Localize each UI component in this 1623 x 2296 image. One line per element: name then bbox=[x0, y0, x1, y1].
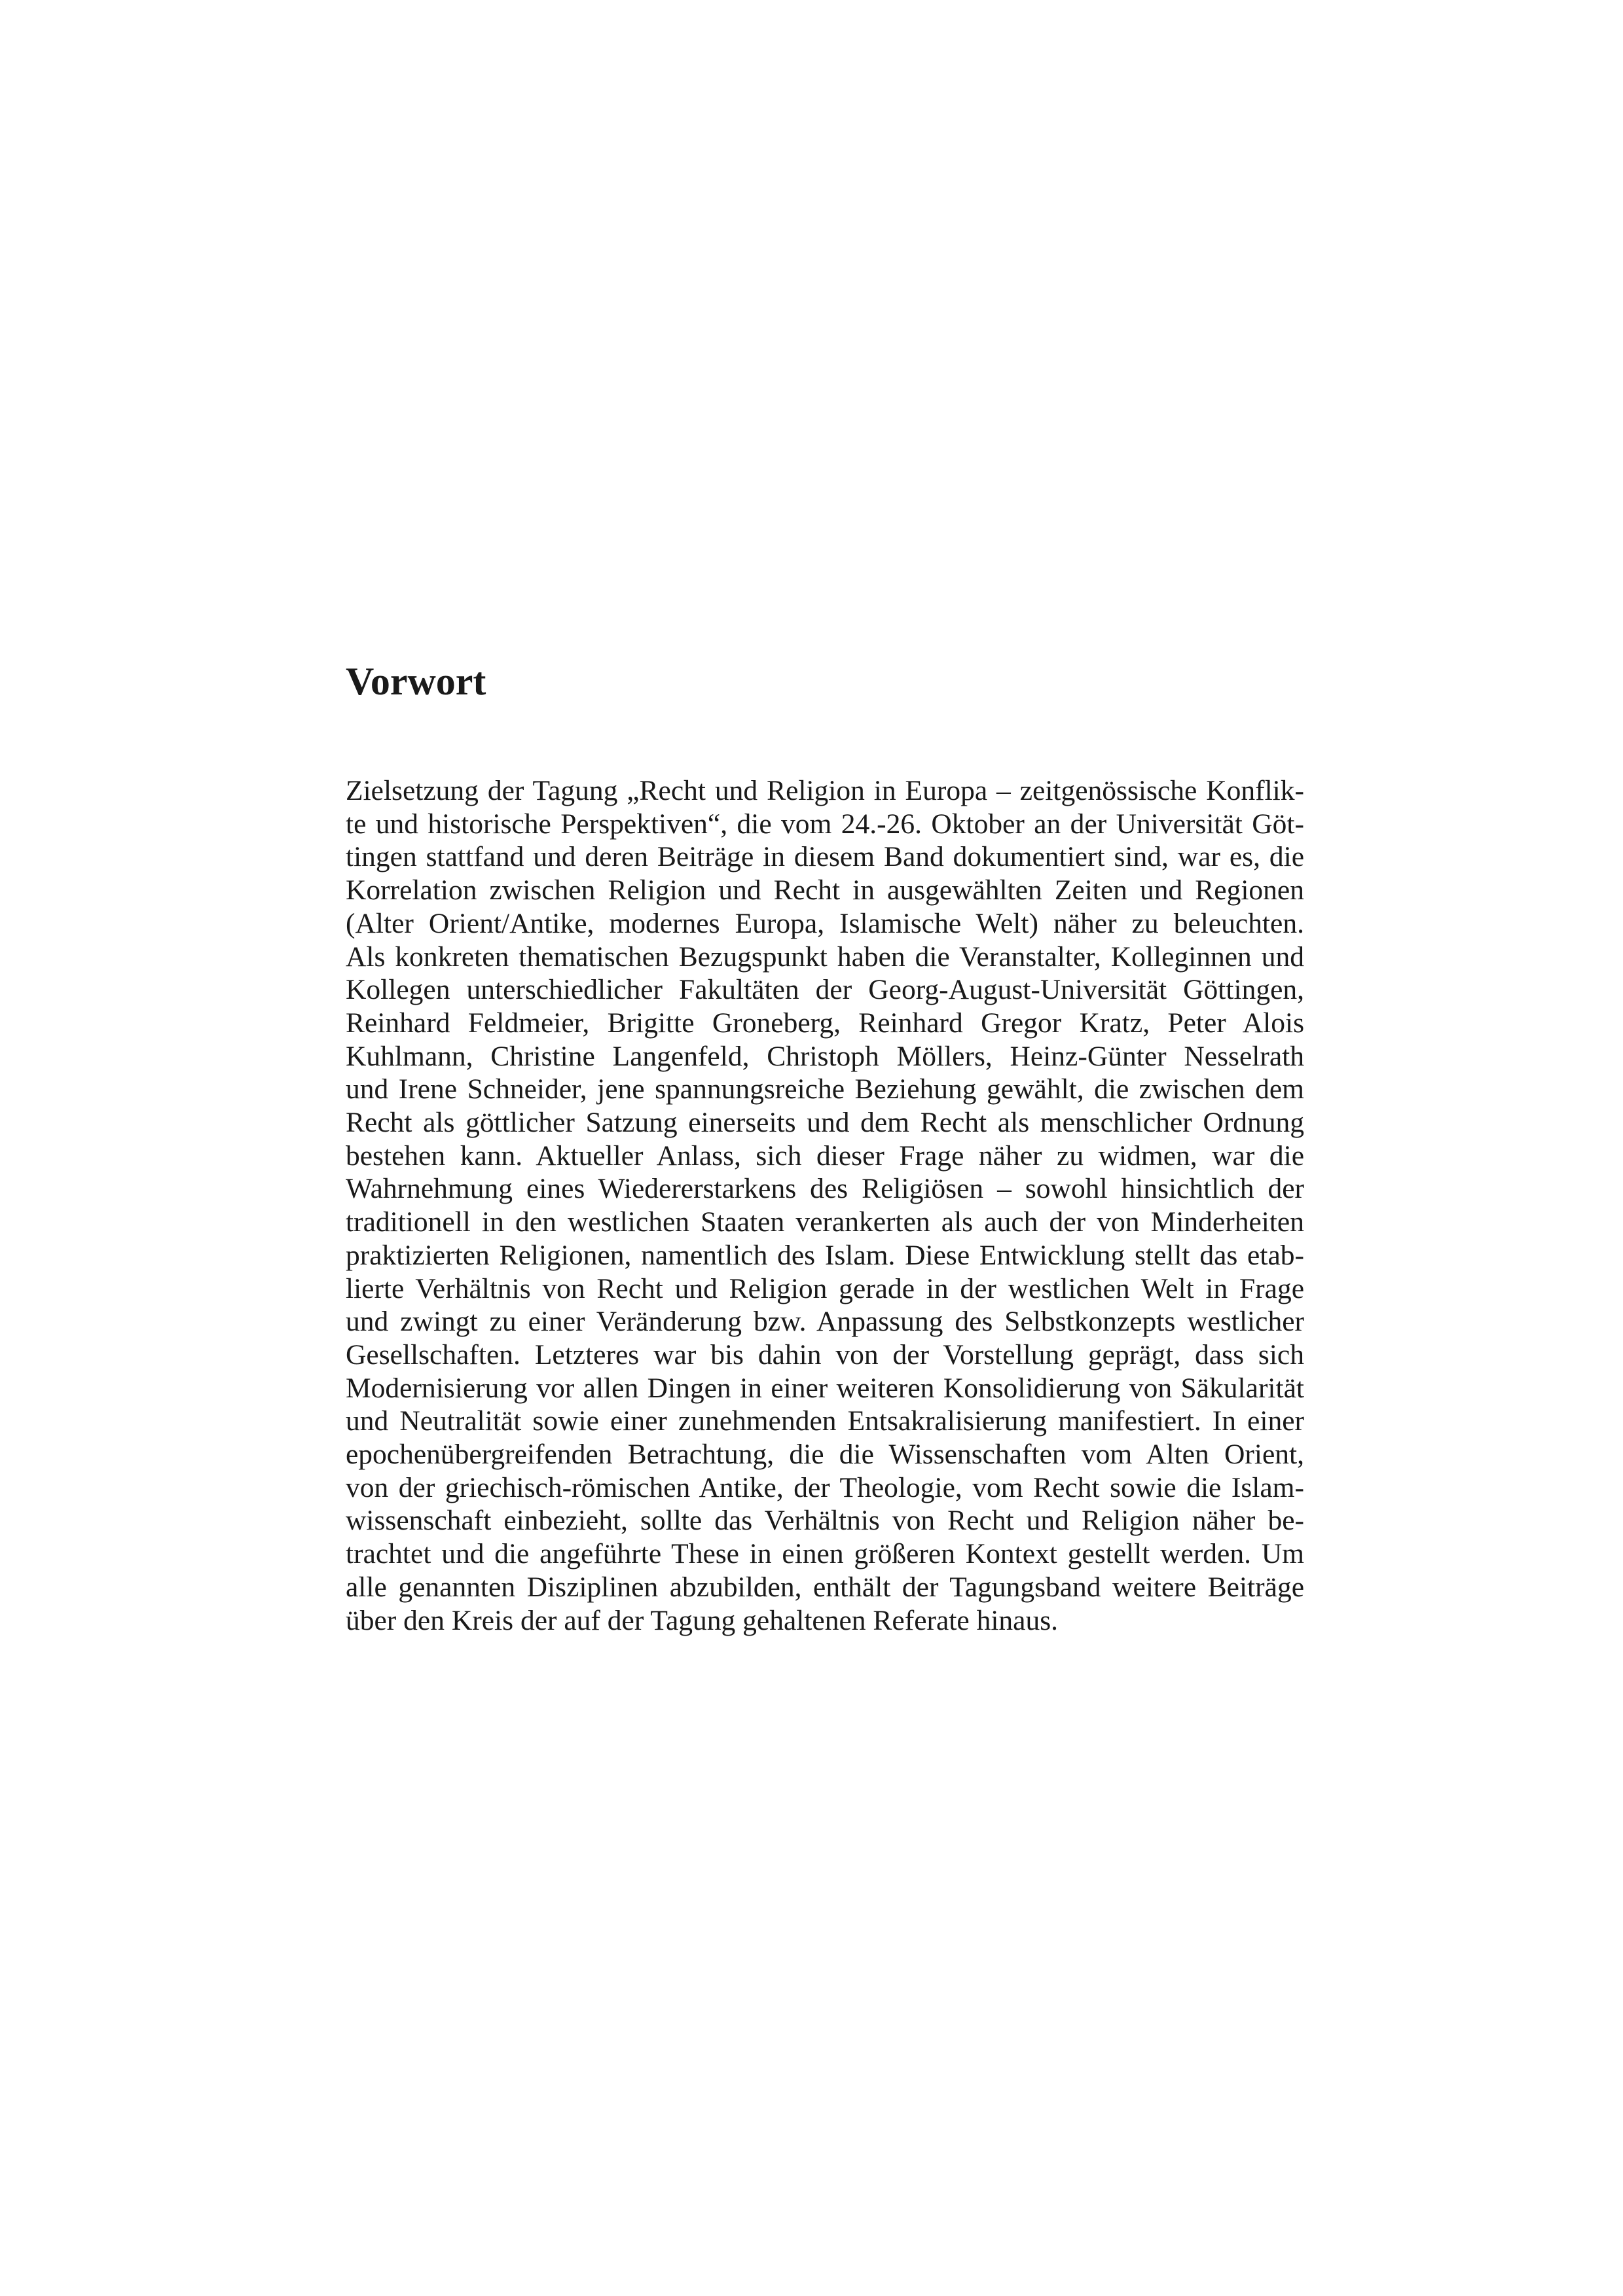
paragraph-line: Als konkreten thematischen Bezugspunkt haben die Veranstalter, Kolleginnen und bbox=[346, 941, 1304, 973]
paragraph-line: Reinhard Feldmeier, Brigitte Groneberg, Reinhard Gregor Kratz, Peter Alois bbox=[346, 1007, 1304, 1039]
paragraph-line: von der griechisch-römischen Antike, der Theologie, vom Recht sowie die Islam- bbox=[346, 1471, 1304, 1503]
paragraph-line: Korrelation zwischen Religion und Recht in ausgewählten Zeiten und Regionen bbox=[346, 874, 1304, 906]
page-title: Vorwort bbox=[346, 660, 486, 703]
paragraph-line: Kollegen unterschiedlicher Fakultäten der Georg-August-Universität Göttingen, bbox=[346, 974, 1304, 1006]
paragraph-line: und Neutralität sowie einer zunehmenden Entsakralisierung manifestiert. In einer bbox=[346, 1405, 1304, 1437]
paragraph-line: traditionell in den westlichen Staaten verankerten als auch der von Minderheiten bbox=[346, 1206, 1304, 1238]
paragraph-line: Recht als göttlicher Satzung einerseits und dem Recht als menschlicher Ordnung bbox=[346, 1107, 1304, 1139]
paragraph-line: und Irene Schneider, jene spannungsreiche Beziehung gewählt, die zwischen dem bbox=[346, 1073, 1304, 1105]
paragraph-line: epochenübergreifenden Betrachtung, die die Wissenschaften vom Alten Orient, bbox=[346, 1439, 1304, 1471]
paragraph-line: Wahrnehmung eines Wiedererstarkens des Religiösen – sowohl hinsichtlich der bbox=[346, 1173, 1304, 1205]
paragraph-line: Modernisierung vor allen Dingen in einer weiteren Konsolidierung von Säkularität bbox=[346, 1372, 1304, 1404]
paragraph-line: alle genannten Disziplinen abzubilden, enthält der Tagungsband weitere Beiträge bbox=[346, 1571, 1304, 1603]
paragraph-line: trachtet und die angeführte These in einen größeren Kontext gestellt werden. Um bbox=[346, 1538, 1304, 1570]
paragraph-line: te und historische Perspektiven“, die vom 24.-26. Oktober an der Universität Göt- bbox=[346, 808, 1304, 840]
paragraph-line: Kuhlmann, Christine Langenfeld, Christoph Möllers, Heinz-Günter Nesselrath bbox=[346, 1040, 1304, 1072]
paragraph-line: und zwingt zu einer Veränderung bzw. Anpassung des Selbstkonzepts westlicher bbox=[346, 1306, 1304, 1338]
paragraph-line: (Alter Orient/Antike, modernes Europa, Islamische Welt) näher zu beleuchten. bbox=[346, 907, 1304, 939]
paragraph-line: tingen stattfand und deren Beiträge in diesem Band dokumentiert sind, war es, die bbox=[346, 841, 1304, 873]
paragraph-line: Zielsetzung der Tagung „Recht und Religion in Europa – zeitgenössische Konflik- bbox=[346, 775, 1304, 806]
paragraph-line: wissenschaft einbezieht, sollte das Verhältnis von Recht und Religion näher be- bbox=[346, 1505, 1304, 1537]
paragraph-line: über den Kreis der auf der Tagung gehaltenen Referate hinaus. bbox=[346, 1604, 1059, 1636]
paragraph-line: bestehen kann. Aktueller Anlass, sich dieser Frage näher zu widmen, war die bbox=[346, 1139, 1304, 1172]
paragraph-line: praktizierten Religionen, namentlich des Islam. Diese Entwicklung stellt das etab- bbox=[346, 1239, 1304, 1271]
paragraph-line: lierte Verhältnis von Recht und Religion gerade in der westlichen Welt in Frage bbox=[346, 1272, 1304, 1304]
paragraph-line: Gesellschaften. Letzteres war bis dahin von der Vorstellung geprägt, dass sich bbox=[346, 1338, 1304, 1371]
body-paragraph bbox=[346, 774, 1304, 1637]
